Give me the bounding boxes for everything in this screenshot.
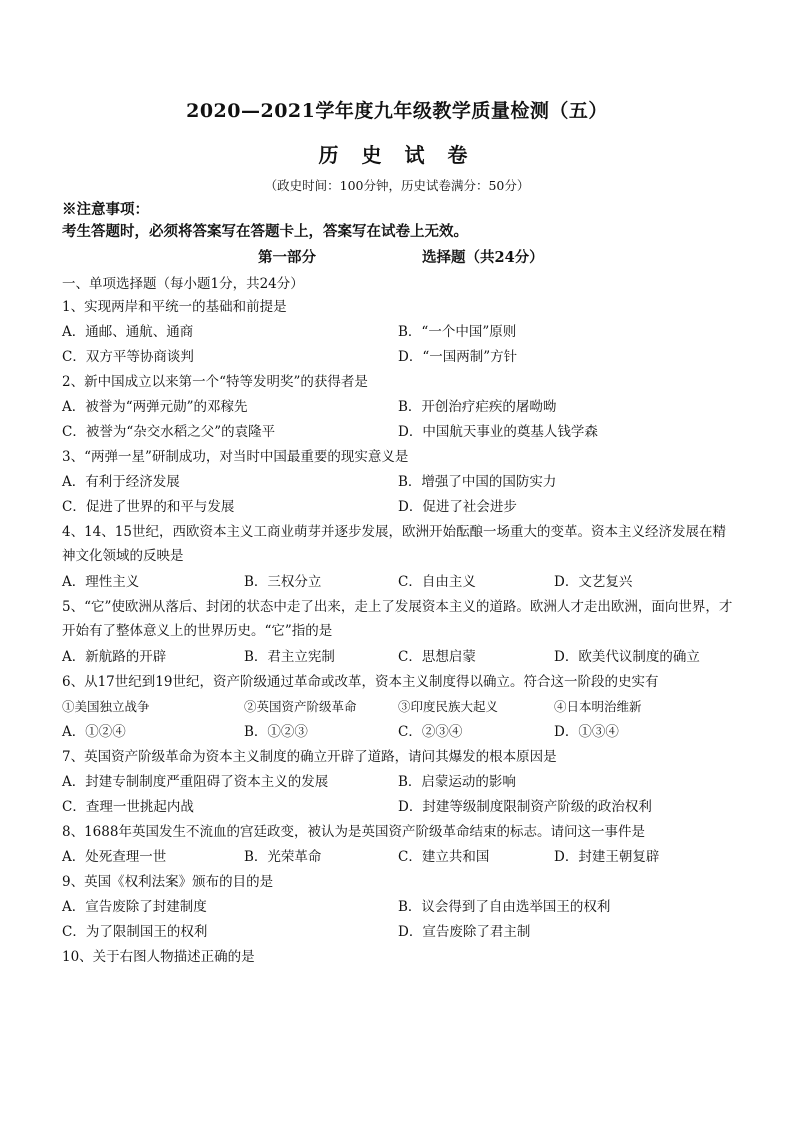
event-item: ②英国资产阶级革命 (244, 699, 357, 714)
option-d: D．宣告废除了君主制 (398, 924, 531, 940)
option-b: B．三权分立 (244, 574, 322, 590)
option-c: C．查理一世挑起内战 (62, 799, 194, 815)
option-b: B．“一个中国”原则 (398, 324, 517, 340)
question-stem: 10、关于右图人物描述正确的是 (62, 949, 255, 965)
option-b: B．增强了中国的国防实力 (398, 474, 557, 490)
event-item: ①美国独立战争 (62, 699, 150, 714)
option-a: A．宣告废除了封建制度 (62, 899, 207, 915)
question-stem: 8、1688年英国发生不流血的宫廷政变，被认为是英国资产阶级革命结束的标志。请问这一事件是 (62, 824, 645, 840)
option-d: D．封建王朝复辟 (554, 849, 660, 865)
option-c: C．自由主义 (398, 574, 476, 590)
question-stem: 7、英国资产阶级革命为资本主义制度的确立开辟了道路，请问其爆发的根本原因是 (62, 749, 557, 765)
question-stem: 2、新中国成立以来第一个“特等发明奖”的获得者是 (62, 374, 368, 390)
question-stem: 6、从17世纪到19世纪，资产阶级通过革命或改革，资本主义制度得以确立。符合这一阶段的史实有 (62, 674, 659, 690)
option-c: C．为了限制国王的权利 (62, 924, 208, 940)
notice-text: 考生答题时，必须将答案写在答题卡上，答案写在试卷上无效。 (62, 223, 468, 240)
time-info: （政史时间：100分钟，历史试卷满分：50分） (264, 178, 530, 193)
option-a: A．封建专制制度严重阻碍了资本主义的发展 (62, 774, 329, 790)
option-a: A．新航路的开辟 (62, 649, 167, 665)
option-b: B．君主立宪制 (244, 649, 335, 665)
question-stem: 4、14、15世纪，西欧资本主义工商业萌芽并逐步发展，欧洲开始酝酿一场重大的变革。资本主义经济发展在精神文化领域的反映是 (62, 524, 726, 564)
option-d: D．封建等级制度限制资产阶级的政治权利 (398, 799, 652, 815)
option-c: C．建立共和国 (398, 849, 490, 865)
option-c: C．促进了世界的和平与发展 (62, 499, 235, 515)
option-c: C．②③④ (398, 724, 463, 740)
option-d: D．促进了社会进步 (398, 499, 517, 515)
question-stem: 9、英国《权利法案》颁布的目的是 (62, 874, 274, 890)
option-a: A．被誉为“两弹元勋”的邓稼先 (62, 399, 248, 415)
option-d: D．文艺复兴 (554, 574, 633, 590)
option-d: D．欧美代议制度的确立 (554, 649, 700, 665)
option-b: B．光荣革命 (244, 849, 322, 865)
option-d: D．“一国两制”方针 (398, 349, 518, 365)
part-title: 选择题（共24分） (422, 249, 544, 266)
option-c: C．被誉为“杂交水稻之父”的袁隆平 (62, 424, 276, 440)
subject-title: 历 史 试 卷 (318, 143, 476, 167)
question-stem: 1、实现两岸和平统一的基础和前提是 (62, 299, 287, 315)
option-b: B．议会得到了自由选举国王的权利 (398, 899, 611, 915)
option-a: A．处死查理一世 (62, 849, 167, 865)
exam-title: 2020—2021学年度九年级教学质量检测（五） (186, 100, 608, 122)
part-label: 第一部分 (258, 249, 316, 266)
option-c: C．思想启蒙 (398, 649, 476, 665)
option-b: B．开创治疗疟疾的屠呦呦 (398, 399, 557, 415)
option-b: B．启蒙运动的影响 (398, 774, 516, 790)
question-stem: 5、“它”使欧洲从落后、封闭的状态中走了出来，走上了发展资本主义的道路。欧洲人才走出欧洲，面向世界，才开始有了整体意义上的世界历史。“它”指的是 (62, 599, 733, 639)
option-c: C．双方平等协商谈判 (62, 349, 194, 365)
notice-heading: ※注意事项： (62, 201, 149, 218)
option-a: A．通邮、通航、通商 (62, 324, 194, 340)
option-a: A．①②④ (62, 724, 126, 740)
section-title: 一、单项选择题（每小题1分，共24分） (62, 276, 304, 292)
option-a: A．有利于经济发展 (62, 474, 180, 490)
option-d: D．中国航天事业的奠基人钱学森 (398, 424, 598, 440)
option-d: D．①③④ (554, 724, 619, 740)
event-item: ③印度民族大起义 (398, 699, 499, 714)
question-stem: 3、“两弹一星”研制成功，对当时中国最重要的现实意义是 (62, 449, 409, 465)
option-b: B．①②③ (244, 724, 308, 740)
event-item: ④日本明治维新 (554, 699, 642, 714)
option-a: A．理性主义 (62, 574, 140, 590)
